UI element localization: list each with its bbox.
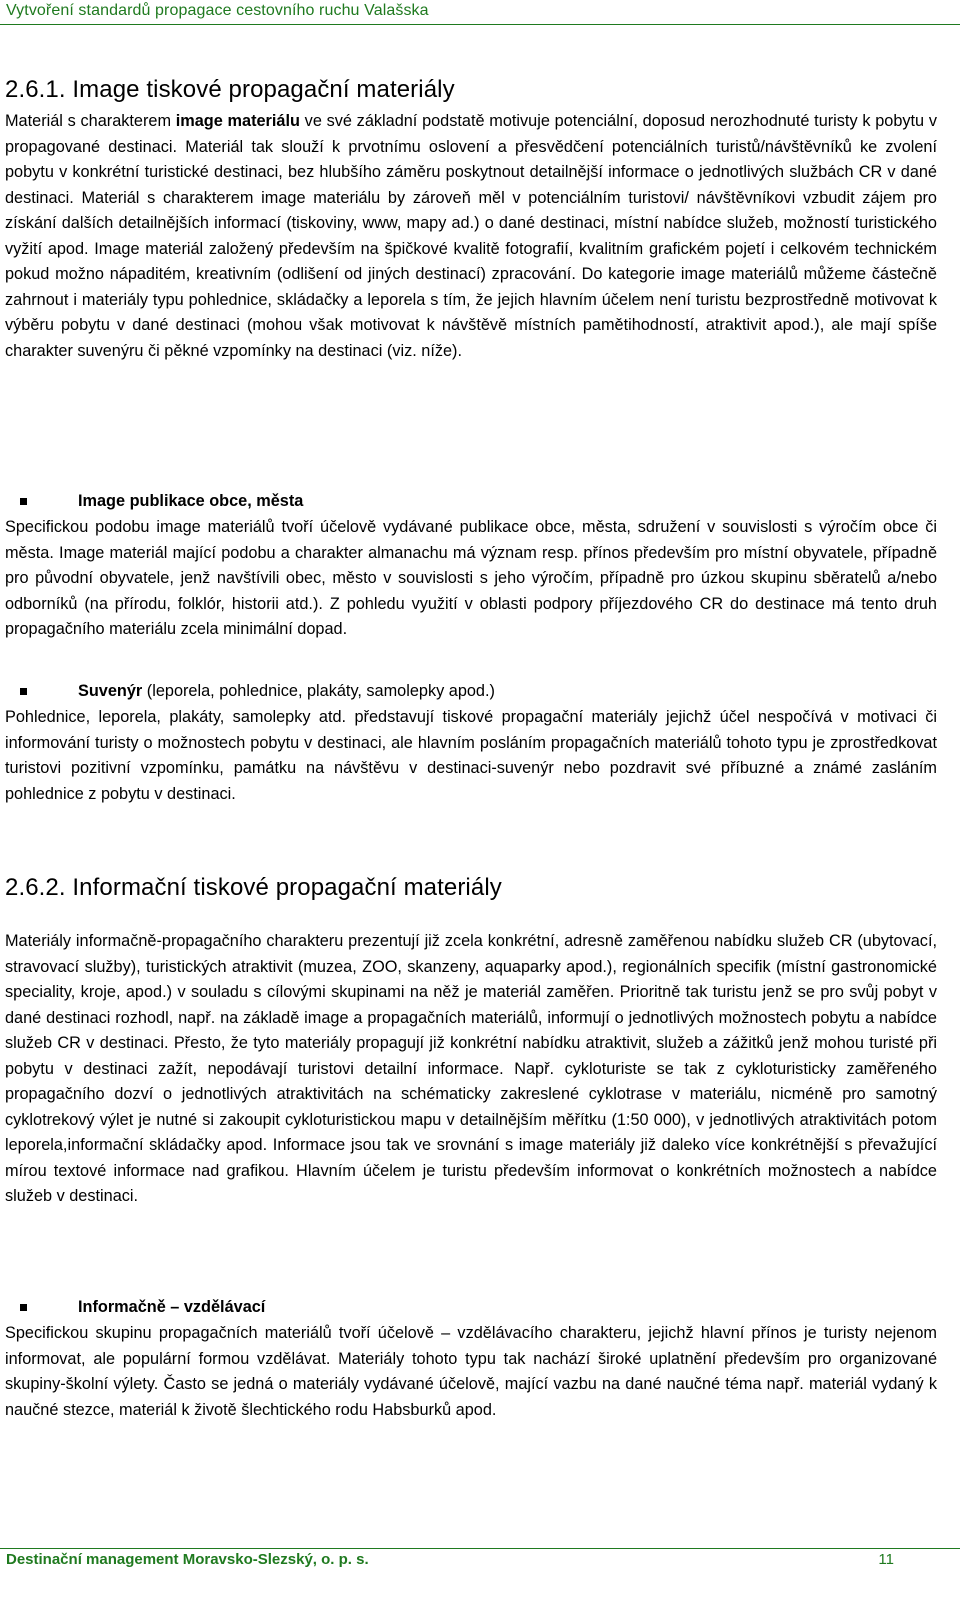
intro-text-rest: ve své základní podstatě motivuje potenciální, doposud nerozhodnuté turisty k pobytu v propagované destinaci. Materiál tak slouží k prvotnímu oslovení a přesvědčení potenciálních turistů/návštěvníků ke zvolení pobytu v konkrétní turistické destinaci, bez hlubšího záměru poskytnout detailnější informace o jednotlivých službách CR v dané destinaci. Materiál s charakterem image materiálu by zároveň měl v potenciálním turistovi/ návštěvníkovi vzbudit zájem pro získání dalších detailnějších informací (tiskoviny, www, mapy ad.) o dané destinaci, místní nabídce služeb, možností turistického vyžití apod. Image materiál založený především na špičkové kvalitě fotografií, kvalitním grafickém pojetí i celkovém technickém pokud možno nápaditém, kreativním (odlišení od jiných destinací) zpracování. Do kategorie image materiálů můžeme částečně zahrnout i materiály typu pohlednice, skládačky a leporela s tím, že jejich hlavním účelem není turistu bezprostředně motivovat k výběru pobytu v dané destinaci (mohou však motivovat k návštěvě místních pamětihodností, atraktivit apod.), ale mají spíše charakter suvenýru či pěkné vzpomínky na destinaci (viz. níže). (5, 112, 937, 360)
header-divider (0, 24, 960, 25)
publikace-bullet-heading (78, 492, 303, 511)
image-materials-intro-paragraph (5, 109, 937, 364)
vzdelavaci-paragraph: Specifickou skupinu propagačních materiálů tvoří účelově – vzdělávacího charakteru, jejichž hlavní přínos je turisty nejenom informovat, ale populární formou vzdělávat. Materiály tohoto typu tak nachází široké uplatnění především pro organizované skupiny-školní výlety. Často se jedná o materiály vydávané účelově, mající vazbu na dané naučné téma např. materiál vydaný k naučné stezce, materiál k životě šlechtického rodu Habsburků apod. (5, 1324, 937, 1419)
vzdelavaci-title: Informačně – vzdělávací (78, 1298, 266, 1316)
publikace-title: Image publikace obce, města (78, 492, 304, 510)
informacni-materials-intro-paragraph: Materiály informačně-propagačního charakteru prezentují již zcela konkrétní, adresně zaměřenou nabídku služeb CR (ubytovací, stravovací služby), turistických atraktivit (muzea, ZOO, skanzeny, aquaparky apod.), regionálních specifik (místní gastronomické speciality, kroje, apod.) v souladu s cílovými skupinami na něž je materiál zaměřen. Prioritně tak turistu jenž se pro svůj pobyt v dané destinaci rozhodl, např. na základě image a propagačních materiálů, informují o jednotlivých možnostech pobytu a nabídce služeb CR v destinaci. Přesto, že tyto materiály propagují již konkrétní nabídku atraktivit, služeb a zážitků jenž mohou turisté při pobytu v destinaci zažít, nepodávají turistovi detailní informace. Např. cykloturiste se tak z cykloturisticky zaměřeného propagačního dozví o jednotlivých atraktivitách na schématicky zakreslené cyklotrase v materiálu, nicméně pro samotný cyklotrekový výlet je nutné si zakoupit cykloturistickou mapu v detailnějším měřítku (1:50 000), v jednotlivých atraktivitách potom leporela,informační skládačky apod. Informace jsou tak ve srovnání s image materiály již daleko více konkrétnější s převažující mírou textové informace nad grafikou. Hlavním účelem je turistu především informovat o konkrétních možnostech a nabídce služeb v destinaci. (5, 932, 937, 1205)
suvenyr-paragraph: Pohlednice, leporela, plakáty, samolepky atd. představují tiskové propagační materiály jejichž účel nespočívá v motivaci či informování turisty o možnostech pobytu v destinaci, ale hlavním posláním propagačních materiálů tohoto typu je zprostředkovat turistovi pozitivní vzpomínku, památku na návštěvu v destinaci-suvenýr nebo pozdravit své příbuzné a známé zasláním pohlednice z pobytu v destinaci. (5, 708, 937, 803)
suvenyr-subtitle: (leporela, pohlednice, plakáty, samolepky apod.) (142, 682, 495, 700)
publikace-paragraph: Specifickou podobu image materiálů tvoří účelově vydávané publikace obce, města, sdružení v souvislosti s výročím obce či města. Image materiál mající podobu a charakter almanachu má význam resp. přínos především pro místní obyvatele, případně pro původní obyvatele, jenž navštívili obec, město v souvislosti s jeho výročím, případně pro úzkou skupinu sběratelů a/nebo odborníků (na přírodu, folklór, historii atd.). Z pohledu využití v oblasti podpory příjezdového CR do destinace má tento druh propagačního materiálu zcela minimální dopad. (5, 518, 937, 638)
bullet-square-icon (20, 688, 27, 695)
bullet-square-icon (20, 498, 27, 505)
suvenyr-bullet-heading (78, 682, 495, 701)
footer-divider (0, 1548, 960, 1549)
vzdelavaci-bullet-heading (78, 1298, 265, 1317)
running-header-title: Vytvoření standardů propagace cestovního ruchu Valašska (6, 2, 429, 19)
section-heading-2-6-1: 2.6.1. Image tiskové propagační materiály (5, 76, 455, 103)
section-heading-2-6-2: 2.6.2. Informační tiskové propagační materiály (5, 874, 502, 901)
page-number: 11 (878, 1551, 894, 1568)
footer-publisher: Destinační management Moravsko-Slezský, o. p. s. (6, 1551, 369, 1568)
bullet-square-icon (20, 1304, 27, 1311)
intro-text-start: Materiál s charakterem (5, 112, 176, 130)
suvenyr-title: Suvenýr (78, 682, 143, 700)
intro-bold-term: image materiálu (175, 112, 300, 130)
